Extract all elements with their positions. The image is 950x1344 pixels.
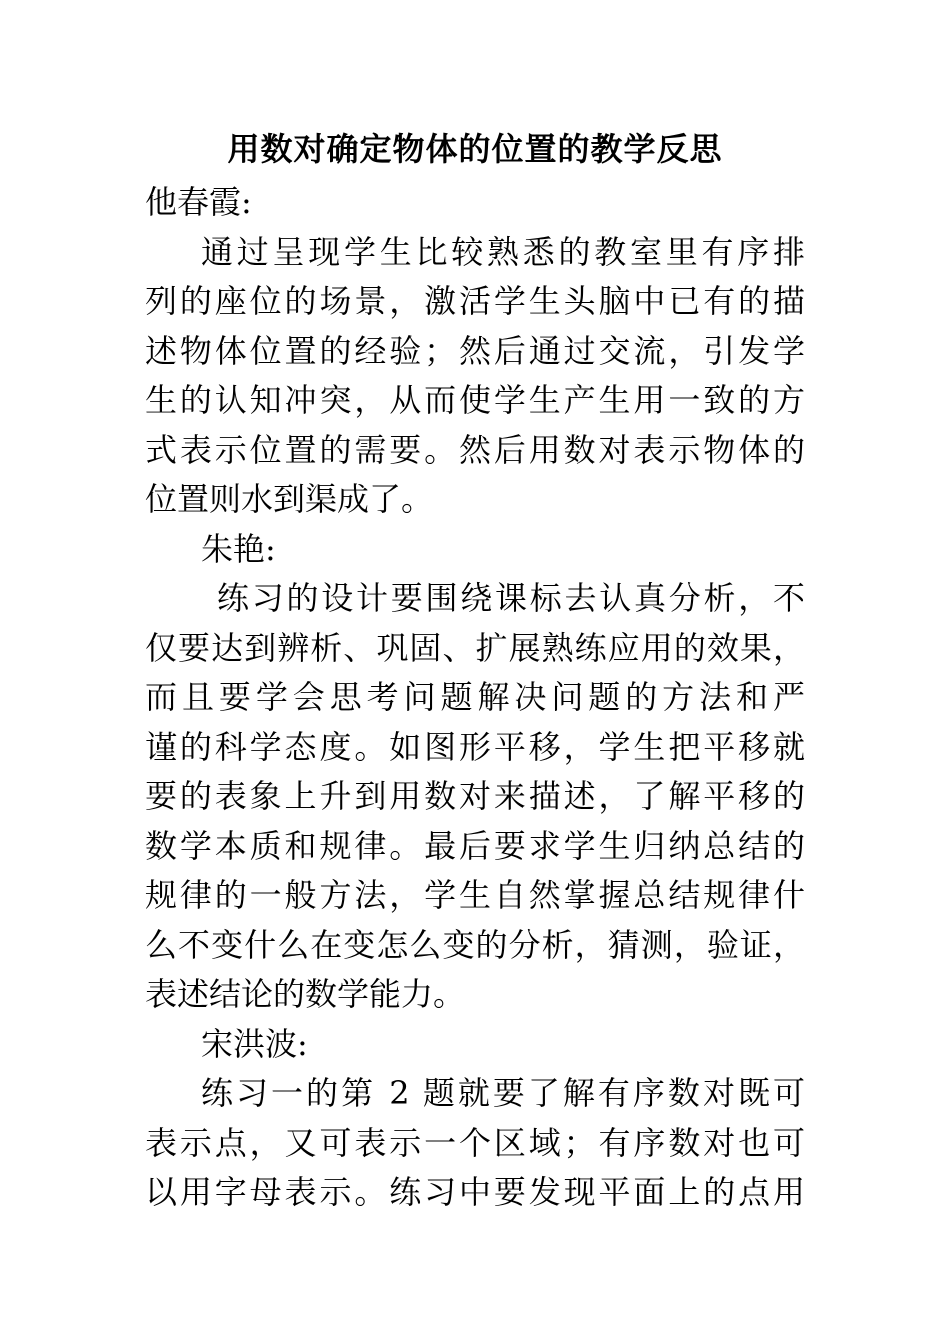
paragraph-line: 式表示位置的需要。然后用数对表示物体的 — [145, 430, 805, 469]
paragraph-line: 练习的设计要围绕课标去认真分析，不 — [217, 579, 805, 617]
paragraph-line: 么不变什么在变怎么变的分析，猜测，验证， — [145, 925, 805, 964]
paragraph-line: 表述结论的数学能力。 — [145, 975, 466, 1013]
document-body — [145, 178, 805, 1218]
paragraph-line: 通过呈现学生比较熟悉的教室里有序排 — [201, 232, 805, 271]
paragraph-line: 生的认知冲突，从而使学生产生用一致的方 — [145, 381, 805, 419]
paragraph-line: 要的表象上升到用数对来描述，了解平移的 — [145, 777, 805, 815]
paragraph-line: 表示点，又可表示一个区域；有序数对也可 — [145, 1123, 805, 1162]
speaker-name: 宋洪波: — [201, 1024, 308, 1063]
paragraph-line: 谨的科学态度。如图形平移，学生把平移就 — [145, 727, 805, 766]
paragraph-line: 以用字母表示。练习中要发现平面上的点用 — [145, 1173, 805, 1211]
paragraph-line: 仅要达到辨析、巩固、扩展熟练应用的效果， — [145, 628, 805, 667]
paragraph-line: 述物体位置的经验；然后通过交流，引发学 — [145, 331, 805, 370]
speaker-name: 朱艳: — [201, 529, 276, 568]
paragraph-line: 规律的一般方法，学生自然掌握总结规律什 — [145, 876, 805, 914]
paragraph-line: 数学本质和规律。最后要求学生归纳总结的 — [145, 826, 805, 865]
paragraph-line: 而且要学会思考问题解决问题的方法和严 — [145, 678, 805, 716]
paragraph-line: 练习一的第 2 题就要了解有序数对既可 — [201, 1074, 805, 1112]
paragraph-line: 列的座位的场景，激活学生头脑中已有的描 — [145, 282, 805, 320]
document-title: 用数对确定物体的位置的教学反思 — [227, 130, 723, 168]
speaker-name: 他春霞: — [145, 183, 252, 221]
paragraph-line: 位置则水到渠成了。 — [145, 480, 434, 518]
